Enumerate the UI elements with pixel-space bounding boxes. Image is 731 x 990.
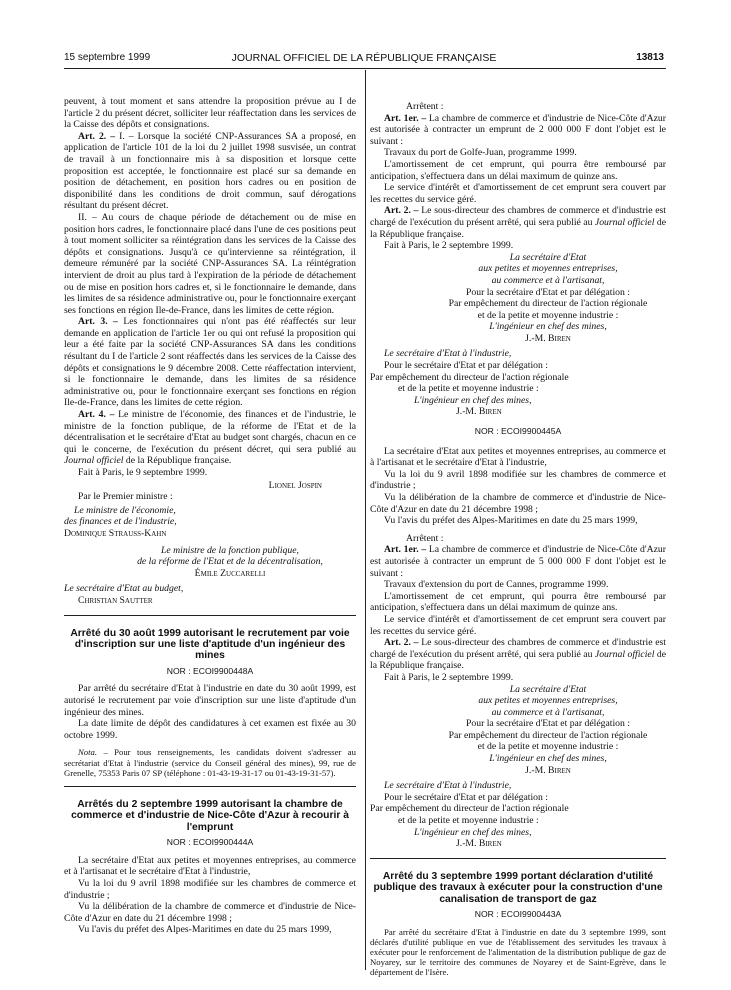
signature-line: Pour le secrétaire d'Etat et par délégation : [384, 360, 548, 372]
signature-line: et de la petite et moyenne industrie : [398, 815, 539, 827]
signature-block [64, 480, 356, 607]
signatory-title: Le ministre de l'économie, [74, 504, 176, 516]
signature-line: et de la petite et moyenne industrie : [477, 741, 619, 753]
signatory-name: J.-M. Biren [525, 332, 571, 344]
paragraph: Vu l'avis du préfet des Alpes-Maritimes en date du 25 mars 1999, [78, 924, 332, 936]
article-text: de la République française. [123, 455, 232, 467]
signature-line: Par empêchement du directeur de l'action régionale [448, 298, 648, 310]
paragraph: L'amortissement de cet emprunt, qui pourra être remboursé par anticipation, s'effectuera dans un délai maximum de quinze ans. [370, 590, 666, 614]
paragraph: Le service d'intérêt et d'amortissement de cet emprunt sera couvert par les recettes du service géré. [370, 613, 666, 637]
article-paragraph [64, 131, 356, 212]
signatory-title: La secrétaire d'Etat [509, 683, 587, 695]
paragraph: Vu la délibération de la chambre de commerce et d'industrie de Nice-Côte d'Azur en date du 21 décembre 1998 ; [370, 492, 666, 515]
signature-date: Fait à Paris, le 2 septembre 1999. [384, 671, 514, 683]
section-divider [370, 858, 666, 859]
signature-line: Pour la secrétaire d'Etat et par délégation : [466, 286, 630, 298]
article-paragraph [370, 544, 666, 579]
article-label: Art. 4. – [78, 409, 115, 421]
paragraph: La secrétaire d'Etat aux petites et moyennes entreprises, au commerce et à l'artisanat et le secrétaire d'Etat à l'industrie, [64, 854, 356, 878]
signature-line: et de la petite et moyenne industrie : [398, 383, 539, 395]
decree-title: Arrêté du 30 août 1999 autorisant le recrutement par voie d'inscription sur une liste d'aptitude d'un ingénieur des mines [70, 627, 350, 662]
signatory-title: L'ingénieur en chef des mines, [489, 321, 607, 333]
signatory-name: J.-M. Biren [456, 838, 502, 850]
article-text: La chambre de commerce et d'industrie de Nice-Côte d'Azur est autorisée à contracter un emprunt de 2 000 000 F dont l'objet est le suivant : [370, 112, 666, 147]
nor-reference: NOR : ECOI9900444A [166, 837, 254, 848]
article-label: Art. 2. – [78, 130, 116, 142]
signature-date: Fait à Paris, le 9 septembre 1999. [78, 467, 208, 478]
article-label: Art. 2. – [384, 205, 419, 217]
arretent-heading: Arrêtent : [406, 532, 444, 544]
section-divider [64, 615, 356, 616]
paragraph: Vu l'avis du préfet des Alpes-Maritimes en date du 25 mars 1999, [384, 515, 638, 527]
paragraph: peuvent, à tout moment et sans attendre la proposition prévue au I de l'article 2 du présent décret, solliciter leur réaffectation dans les services de la Caisse des dépôts et consignations. [64, 96, 356, 131]
signature-block [370, 252, 666, 345]
right-column [370, 101, 666, 978]
signatory-name: Dominique Strauss-Kahn [64, 527, 167, 539]
nor-reference: NOR : ECOI9900448A [166, 665, 254, 676]
signatory-title: Le ministre de la fonction publique, [161, 544, 299, 556]
article-paragraph [370, 113, 666, 148]
paragraph: II. – Au cours de chaque période de détachement ou de mise en position hors cadres, le fonctionnaire placé dans l'une de ces positions peut à tout moment solliciter sa réintégration dans les services de la Caisse des dépôts et consignations. Jusqu'à ce qu'intervienne sa réintégration, il demeure rémunéré par la société CNP-Assurances SA. La réintégration intervient de droit au plus tard à l'expiration de la période de détachement ou de mise en position hors cadres et, si le fonctionnaire le demande, dans les limites de sa résidence administrative ou, pour le fonctionnaire exerçant ses fonctions en région Ile-de-France, dans les limites de cette région. [64, 211, 356, 316]
note-label: Nota. [78, 747, 98, 758]
paragraph: Vu la délibération de la chambre de commerce et d'industrie de Nice-Côte d'Azur en date du 21 décembre 1998 ; [64, 901, 356, 924]
note-text: – Pour tous renseignements, les candidats doivent s'adresser au secrétariat d'Etat à l'industrie (service du Conseil général des mines), 99, rue de Grenelle, 75353 Paris 07 SP (téléphone : 01-43-19-31-17 ou 01-43-19-31-57). [64, 747, 356, 778]
article-text: de la République française. [370, 648, 666, 672]
nor-reference: NOR : ECOI9900445A [474, 426, 562, 437]
article-label: Art. 3. – [78, 316, 118, 328]
signature-line: Par empêchement du directeur de l'action régionale [370, 803, 569, 815]
page-header [64, 52, 664, 66]
signatory-name: Christian Sautter [78, 594, 153, 606]
signature-date: Fait à Paris, le 2 septembre 1999. [384, 240, 514, 252]
paragraph: Travaux d'extension du port de Cannes, programme 1999. [384, 579, 609, 591]
decree-title: Arrêtés du 2 septembre 1999 autorisant la chambre de commerce et d'industrie de Nice-Côte d'Azur à recourir à l'emprunt [71, 798, 349, 833]
article-paragraph [370, 637, 666, 672]
paragraph: L'amortissement de cet emprunt, qui pourra être remboursé par anticipation, s'effectuera dans un délai maximum de quinze ans. [370, 158, 666, 182]
signatory-title: au commerce et à l'artisanat, [491, 706, 605, 718]
paragraph: Le service d'intérêt et d'amortissement de cet emprunt sera couvert par les recettes du service géré. [370, 182, 666, 205]
paragraph: Travaux du port de Golfe-Juan, programme 1999. [384, 147, 577, 159]
article-label: Art. 2. – [384, 637, 419, 649]
paragraph: Par arrêté du secrétaire d'Etat à l'industrie en date du 30 août 1999, est autorisé le recrutement par voie d'inscription sur une liste d'aptitude d'un ingénieur des mines. [64, 683, 356, 718]
paragraph: Par arrêté du secrétaire d'Etat à l'industrie en date du 3 septembre 1999, sont déclarés d'utilité publique en vue de l'établissement des servitudes les travaux à exécuter pour le renforcement de l'alimentation de la distribution publique de gaz de Noyarey, sur le territoire des communes de Noyarey et de Saint-Egrève, dans le département de l'Isère. [370, 926, 666, 978]
signatory-title: Le secrétaire d'Etat à l'industrie, [384, 348, 512, 360]
signatory-title: des finances et de l'industrie, [64, 516, 177, 528]
column-divider [365, 70, 366, 970]
article-paragraph [64, 409, 356, 467]
article-label: Art. 1er. – [384, 112, 427, 124]
paragraph: La date limite de dépôt des candidatures à cet examen est fixée au 30 octobre 1999. [64, 718, 356, 741]
signatory-name: J.-M. Biren [456, 406, 502, 418]
signature-line: et de la petite et moyenne industrie : [477, 309, 619, 321]
article-text: de la République française. [370, 216, 666, 240]
section-divider [64, 786, 356, 787]
signature-line: Pour la secrétaire d'Etat et par délégation : [466, 718, 630, 730]
header-page-number: 13813 [636, 52, 664, 63]
note-paragraph [64, 747, 356, 778]
signature-line: Pour le secrétaire d'Etat et par délégation : [384, 791, 548, 803]
signatory-name: Émile Zuccarelli [194, 567, 266, 579]
header-title: JOURNAL OFFICIEL DE LA RÉPUBLIQUE FRANÇAISE [231, 52, 497, 64]
header-date: 15 septembre 1999 [64, 52, 151, 63]
signatory-name: Lionel Jospin [268, 479, 322, 491]
left-column [64, 96, 356, 936]
journal-name: Journal officiel [64, 455, 124, 467]
signatory-title: La secrétaire d'Etat [509, 251, 587, 263]
article-text: Le sous-directeur des chambres de commerce et d'industrie est chargé de l'exécution du présent arrêté, qui sera publié au [370, 205, 666, 228]
signatory-title: aux petites et moyennes entreprises, [478, 263, 618, 275]
paragraph: La secrétaire d'Etat aux petites et moyennes entreprises, au commerce et à l'artisanat et le secrétaire d'Etat à l'industrie, [370, 445, 666, 469]
signature-block [370, 684, 666, 777]
arretent-heading: Arrêtent : [406, 101, 444, 112]
decree-title: Arrêté du 3 septembre 1999 portant déclaration d'utilité publique des travaux à exécuter pour la construction d'une canalisation de transport de gaz [373, 870, 663, 905]
article-paragraph [64, 316, 356, 409]
paragraph: Vu la loi du 9 avril 1898 modifiée sur les chambres de commerce et d'industrie ; [370, 468, 666, 492]
article-text: Les fonctionnaires qui n'ont pas été réaffectés sur leur demande en application de l'article 1er ou qui ont refusé la proposition qui leur a été faite par la société CNP-Assurances SA dans les conditions résultant du I de l'article 2 sont réaffectés dans les services de la Caisse des dépôts et consignations le 9 décembre 2008. Cette réaffectation intervient, si le fonctionnaire le demande, dans les limites de sa résidence administrative ou, pour le fonctionnaire exerçant ses fonctions en région Ile-de-France, dans les limites de cette région. [64, 316, 356, 409]
signature-block [370, 780, 666, 850]
nor-reference: NOR : ECOI9900443A [474, 909, 562, 920]
journal-name: Journal officiel [594, 216, 655, 228]
signatory-title: L'ingénieur en chef des mines, [414, 826, 532, 838]
article-text: Le ministre de l'économie, des finances et de l'industrie, le ministre de la fonction publique, de la réforme de l'Etat et de la décentralisation et le secrétaire d'Etat au budget sont chargés, chacun en ce qui le concerne, de l'exécution du présent décret, qui sera publié au [64, 409, 356, 455]
article-text: I. – Lorsque la société CNP-Assurances SA a proposé, en application de l'article 101 de la loi du 2 juillet 1998 susvisée, un contrat de travail à un fonctionnaire mis à sa disposition et lorsque cette proposition est acceptée, le fonctionnaire est placé sur sa demande en position de détachement, en position hors cadres ou en position de disponibilité dans les conditions de droit commun, sauf dérogations résultant du présent décret. [64, 130, 356, 212]
signatory-title: de la réforme de l'Etat et de la décentralisation, [137, 556, 323, 568]
journal-name: Journal officiel [594, 648, 655, 660]
article-text: La chambre de commerce et d'industrie de Nice-Côte d'Azur est autorisée à contracter un emprunt de 5 000 000 F dont l'objet est le suivant : [370, 544, 666, 579]
signatory-name: J.-M. Biren [525, 764, 571, 776]
signature-block [370, 348, 666, 418]
signatory-title: Le secrétaire d'Etat à l'industrie, [384, 780, 512, 792]
signatory-title: au commerce et à l'artisanat, [491, 274, 605, 286]
signature-line: Par le Premier ministre : [78, 491, 173, 503]
article-text: Le sous-directeur des chambres de commerce et d'industrie est chargé de l'exécution du présent arrêté, qui sera publié au [370, 637, 666, 660]
signatory-title: L'ingénieur en chef des mines, [414, 394, 532, 406]
signature-line: Par empêchement du directeur de l'action régionale [448, 729, 648, 741]
signatory-title: aux petites et moyennes entreprises, [478, 695, 618, 707]
signatory-title: Le secrétaire d'Etat au budget, [64, 583, 184, 595]
article-paragraph [370, 205, 666, 240]
signatory-title: L'ingénieur en chef des mines, [489, 753, 607, 765]
signature-line: Par empêchement du directeur de l'action régionale [370, 371, 569, 383]
paragraph: Vu la loi du 9 avril 1898 modifiée sur les chambres de commerce et d'industrie ; [64, 877, 356, 901]
article-label: Art. 1er. – [384, 544, 427, 556]
header-rule [64, 68, 666, 69]
